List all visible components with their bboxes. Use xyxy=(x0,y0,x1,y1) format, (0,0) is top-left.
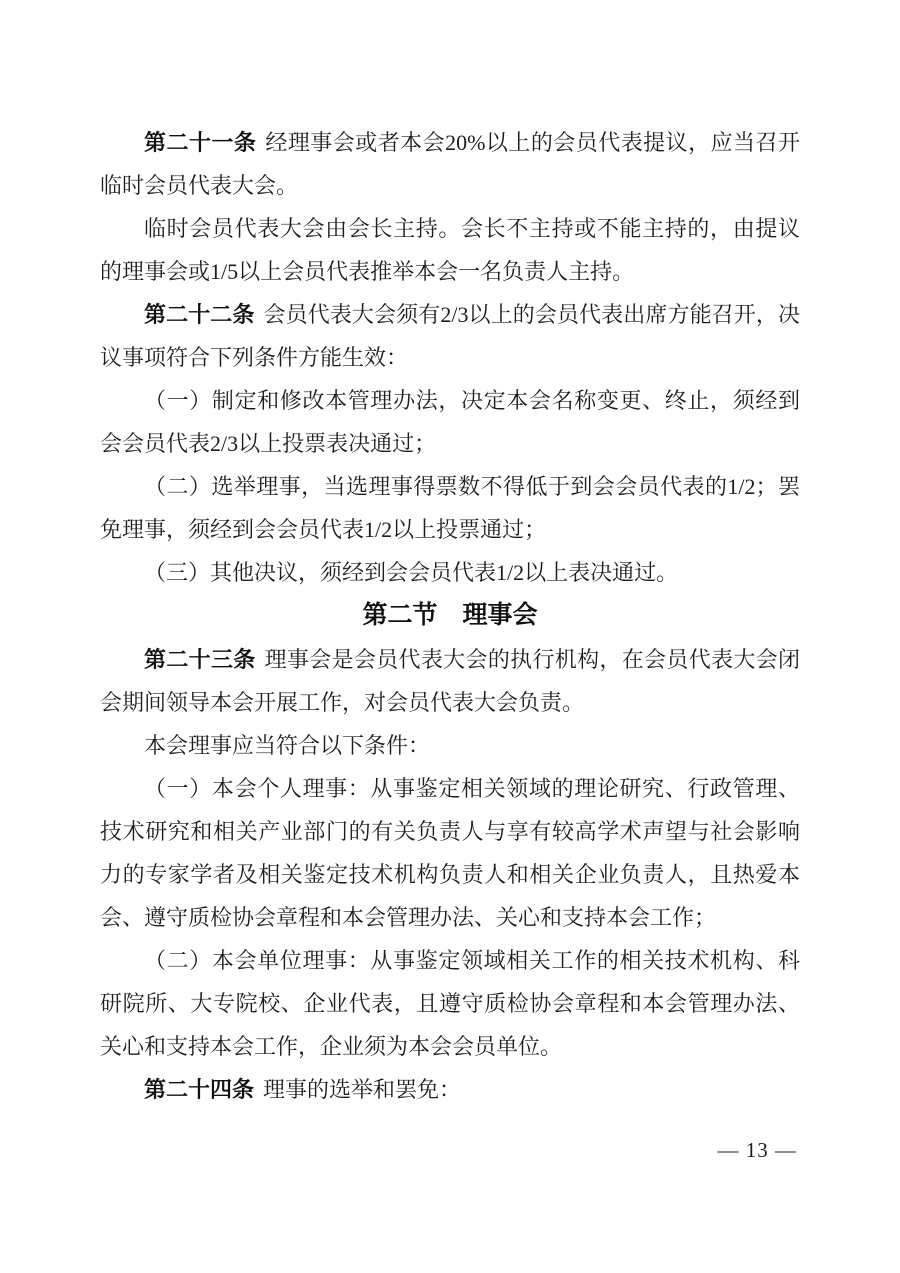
paragraph xyxy=(100,207,800,293)
paragraph-text: （一）本会个人理事：从事鉴定相关领域的理论研究、行政管理、技术研究和相关产业部门的有关负责人与享有较高学术声望与社会影响力的专家学者及相关鉴定技术机构负责人和相关企业负责人，且热爱本会、遵守质检协会章程和本会管理办法、关心和支持本会工作； xyxy=(100,776,800,930)
paragraph-text: （二）选举理事，当选理事得票数不得低于到会会员代表的1/2；罢免理事，须经到会会员代表1/2以上投票通过； xyxy=(100,474,800,542)
section-heading: 第二节 理事会 xyxy=(362,602,538,629)
paragraph-text: （三）其他决议，须经到会会员代表1/2以上表决通过。 xyxy=(144,560,679,585)
paragraph-text: 会员代表大会须有2/3以上的会员代表出席方能召开，决议事项符合下列条件方能生效： xyxy=(100,302,800,370)
paragraph xyxy=(100,1068,800,1111)
paragraph xyxy=(100,724,800,767)
article-number: 第二十一条 xyxy=(144,130,257,155)
paragraph xyxy=(100,121,800,207)
paragraph xyxy=(100,939,800,1068)
article-number: 第二十二条 xyxy=(144,302,255,327)
paragraph-text: （一）制定和修改本管理办法，决定本会名称变更、终止，须经到会会员代表2/3以上投票表决通过； xyxy=(100,388,800,456)
paragraph xyxy=(100,551,800,594)
article-number: 第二十四条 xyxy=(144,1077,255,1102)
paragraph-text: 经理事会或者本会20%以上的会员代表提议，应当召开临时会员代表大会。 xyxy=(100,130,800,198)
document-body xyxy=(100,121,800,1111)
paragraph-text: 理事的选举和罢免： xyxy=(263,1077,462,1102)
paragraph xyxy=(100,638,800,724)
page-number: — 13 — xyxy=(717,1138,797,1162)
paragraph-text: 理事会是会员代表大会的执行机构，在会员代表大会闭会期间领导本会开展工作，对会员代表大会负责。 xyxy=(100,647,800,715)
paragraph xyxy=(100,465,800,551)
paragraph xyxy=(100,293,800,379)
paragraph-text: 本会理事应当符合以下条件： xyxy=(144,733,431,758)
paragraph xyxy=(100,379,800,465)
article-number: 第二十三条 xyxy=(144,647,256,672)
paragraph-text: （二）本会单位理事：从事鉴定领域相关工作的相关技术机构、科研院所、大专院校、企业代表，且遵守质检协会章程和本会管理办法、关心和支持本会工作，企业须为本会会员单位。 xyxy=(100,948,800,1059)
paragraph xyxy=(100,767,800,939)
paragraph-text: 临时会员代表大会由会长主持。会长不主持或不能主持的，由提议的理事会或1/5以上会员代表推举本会一名负责人主持。 xyxy=(100,216,800,284)
